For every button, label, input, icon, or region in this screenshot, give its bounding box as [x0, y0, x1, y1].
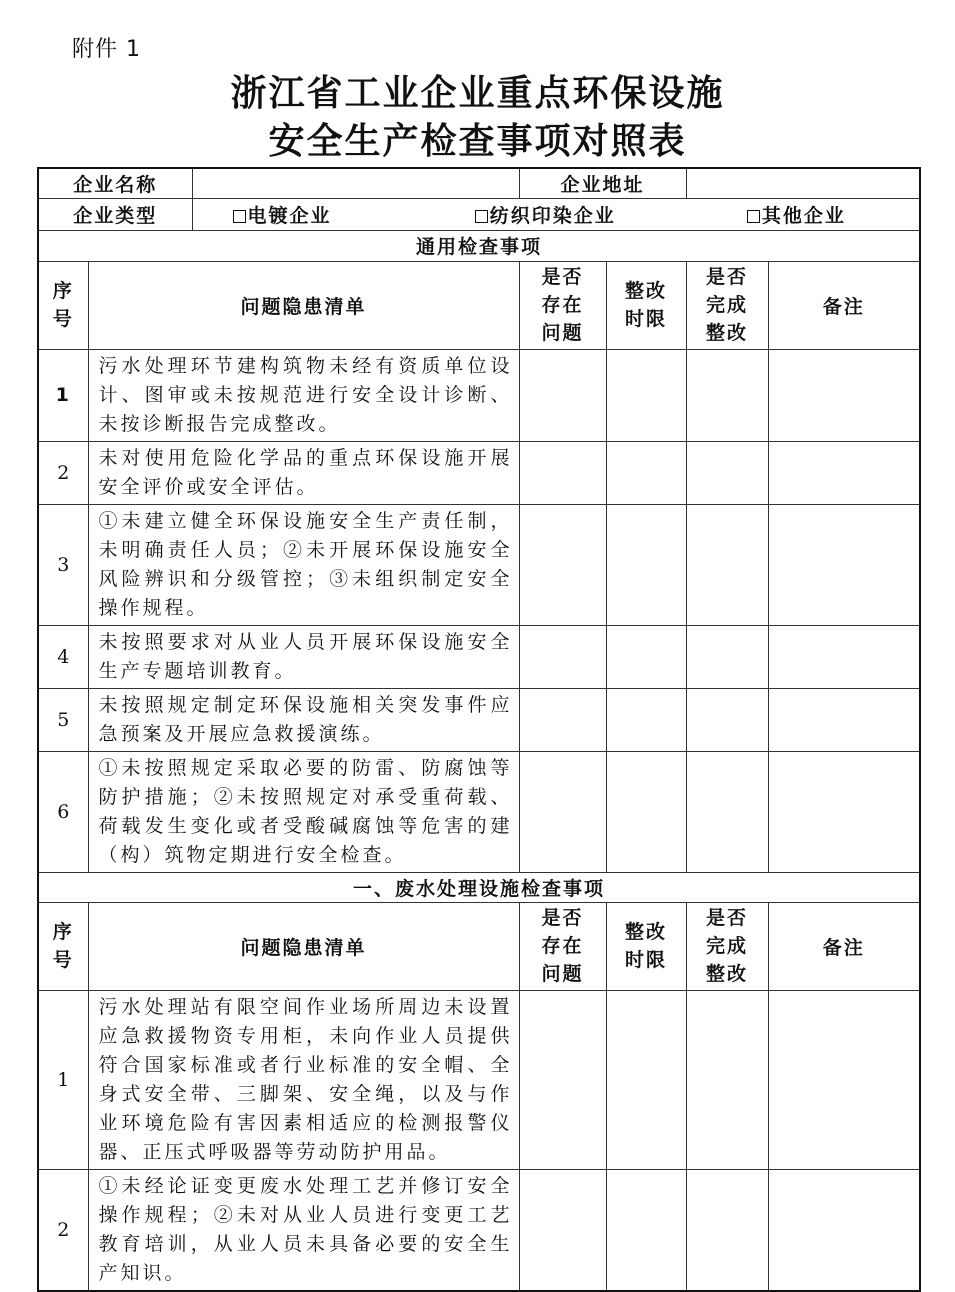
remark-cell[interactable]	[768, 625, 920, 688]
deadline-cell[interactable]	[606, 441, 686, 504]
row-number: 1	[38, 349, 88, 441]
remark-cell[interactable]	[768, 990, 920, 1169]
row-number: 6	[38, 751, 88, 872]
company-name-field[interactable]	[192, 168, 519, 198]
exists-cell[interactable]	[519, 688, 606, 751]
inspection-checklist-table	[37, 167, 921, 1292]
table-row	[38, 751, 920, 872]
exists-cell[interactable]	[519, 349, 606, 441]
table-row	[38, 349, 920, 441]
done-cell[interactable]	[686, 1169, 768, 1291]
type-option-electroplating[interactable]: 电镀企业	[193, 201, 405, 228]
checkbox-icon[interactable]	[747, 210, 760, 223]
done-cell[interactable]	[686, 625, 768, 688]
done-cell[interactable]	[686, 504, 768, 625]
issue-text: 污水处理站有限空间作业场所周边未设置应急救援物资专用柜，未向作业人员提供符合国家标准或者行业标准的安全帽、全身式安全带、三脚架、安全绳，以及与作业环境危险有害因素相适应的检测报警仪器、正压式呼吸器等劳动防护用品。	[88, 990, 519, 1169]
col-done-header: 是否 完成 整改	[686, 261, 768, 349]
col-deadline-header: 整改 时限	[606, 261, 686, 349]
remark-cell[interactable]	[768, 441, 920, 504]
remark-cell[interactable]	[768, 688, 920, 751]
section-title: 通用检查事项	[38, 230, 920, 261]
row-number: 1	[38, 990, 88, 1169]
exists-cell[interactable]	[519, 990, 606, 1169]
table-row	[38, 441, 920, 504]
remark-cell[interactable]	[768, 1169, 920, 1291]
section-header-row	[38, 230, 920, 261]
type-option-textile[interactable]: 纺织印染企业	[405, 201, 647, 228]
company-address-field[interactable]	[686, 168, 920, 198]
deadline-cell[interactable]	[606, 751, 686, 872]
checkbox-icon[interactable]	[475, 210, 488, 223]
section-title: 一、废水处理设施检查事项	[38, 872, 920, 902]
col-seq-header: 序 号	[38, 261, 88, 349]
issue-text: 未对使用危险化学品的重点环保设施开展安全评价或安全评估。	[88, 441, 519, 504]
company-type-options	[192, 198, 920, 230]
exists-cell[interactable]	[519, 441, 606, 504]
row-number: 5	[38, 688, 88, 751]
table-row	[38, 1169, 920, 1291]
column-header-row	[38, 261, 920, 349]
document-title-line-1: 浙江省工业企业重点环保设施	[230, 73, 725, 114]
issue-text: ①未经论证变更废水处理工艺并修订安全操作规程；②未对从业人员进行变更工艺教育培训，从业人员未具备必要的安全生产知识。	[88, 1169, 519, 1291]
col-exists-header: 是否 存在 问题	[519, 902, 606, 990]
deadline-cell[interactable]	[606, 504, 686, 625]
row-number: 2	[38, 1169, 88, 1291]
col-deadline-header: 整改 时限	[606, 902, 686, 990]
issue-text: ①未建立健全环保设施安全生产责任制，未明确责任人员；②未开展环保设施安全风险辨识和分级管控；③未组织制定安全操作规程。	[88, 504, 519, 625]
type-option-other[interactable]: 其他企业	[647, 201, 919, 228]
deadline-cell[interactable]	[606, 625, 686, 688]
section-header-row	[38, 872, 920, 902]
exists-cell[interactable]	[519, 625, 606, 688]
table-row	[38, 504, 920, 625]
done-cell[interactable]	[686, 441, 768, 504]
done-cell[interactable]	[686, 751, 768, 872]
issue-text: 污水处理环节建构筑物未经有资质单位设计、图审或未按规范进行安全设计诊断、未按诊断报告完成整改。	[88, 349, 519, 441]
exists-cell[interactable]	[519, 751, 606, 872]
col-exists-header: 是否 存在 问题	[519, 261, 606, 349]
table-row	[38, 625, 920, 688]
remark-cell[interactable]	[768, 751, 920, 872]
col-issue-header: 问题隐患清单	[88, 902, 519, 990]
row-number: 2	[38, 441, 88, 504]
col-seq-header: 序 号	[38, 902, 88, 990]
col-remark-header: 备注	[768, 261, 920, 349]
col-done-header: 是否 完成 整改	[686, 902, 768, 990]
remark-cell[interactable]	[768, 349, 920, 441]
exists-cell[interactable]	[519, 504, 606, 625]
done-cell[interactable]	[686, 349, 768, 441]
checkbox-icon[interactable]	[233, 210, 246, 223]
company-type-label: 企业类型	[38, 198, 192, 230]
company-info-row	[38, 168, 920, 198]
exists-cell[interactable]	[519, 1169, 606, 1291]
table-row	[38, 990, 920, 1169]
document-title-line-2: 安全生产检查事项对照表	[268, 121, 687, 162]
table-row	[38, 688, 920, 751]
company-address-label: 企业地址	[519, 168, 686, 198]
done-cell[interactable]	[686, 688, 768, 751]
issue-text: 未按照要求对从业人员开展环保设施安全生产专题培训教育。	[88, 625, 519, 688]
attachment-label: 附件 1	[72, 37, 141, 62]
deadline-cell[interactable]	[606, 688, 686, 751]
done-cell[interactable]	[686, 990, 768, 1169]
col-issue-header: 问题隐患清单	[88, 261, 519, 349]
row-number: 4	[38, 625, 88, 688]
deadline-cell[interactable]	[606, 1169, 686, 1291]
col-remark-header: 备注	[768, 902, 920, 990]
deadline-cell[interactable]	[606, 990, 686, 1169]
remark-cell[interactable]	[768, 504, 920, 625]
company-type-row	[38, 198, 920, 230]
company-name-label: 企业名称	[38, 168, 192, 198]
row-number: 3	[38, 504, 88, 625]
issue-text: ①未按照规定采取必要的防雷、防腐蚀等防护措施；②未按照规定对承受重荷载、荷载发生变化或者受酸碱腐蚀等危害的建（构）筑物定期进行安全检查。	[88, 751, 519, 872]
column-header-row	[38, 902, 920, 990]
issue-text: 未按照规定制定环保设施相关突发事件应急预案及开展应急救援演练。	[88, 688, 519, 751]
deadline-cell[interactable]	[606, 349, 686, 441]
